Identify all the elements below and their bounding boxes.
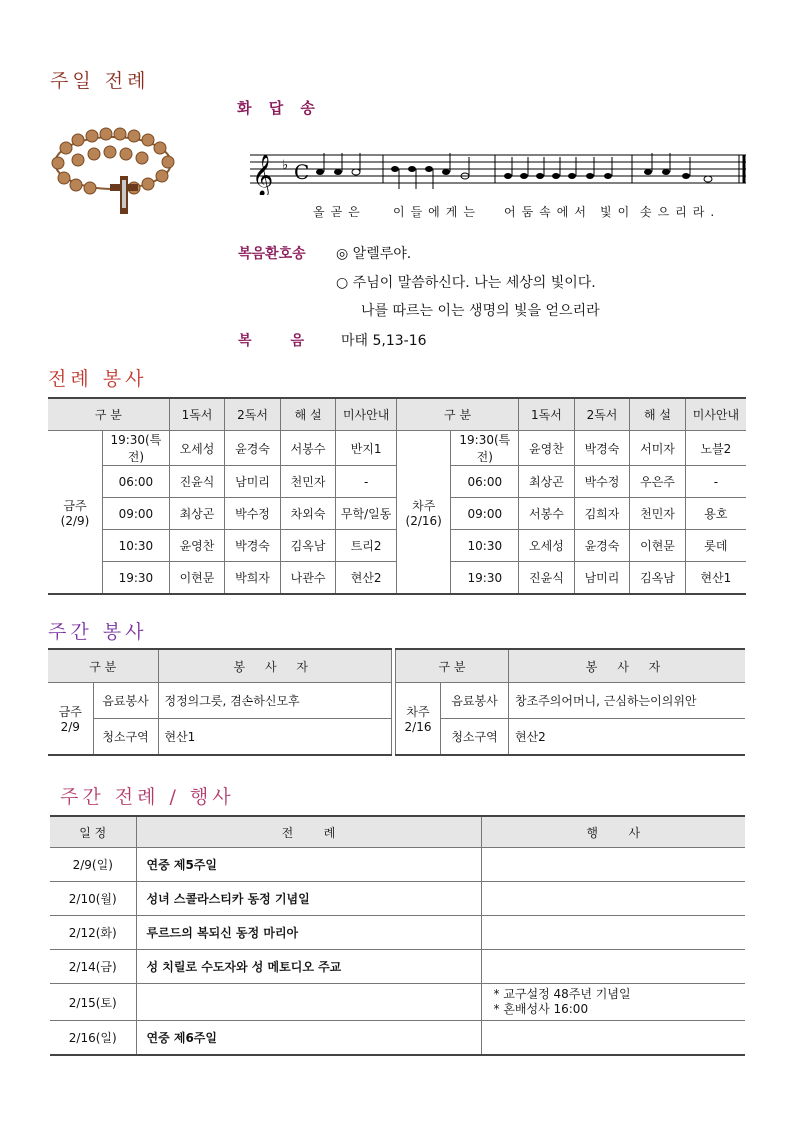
event-activity — [481, 950, 745, 984]
table-cell: 윤영찬 — [169, 530, 225, 562]
time-cell: 06:00 — [451, 466, 519, 498]
section-title-weekly-events: 주간 전례 / 행사 — [60, 786, 235, 808]
table-cell: 롯데 — [685, 530, 746, 562]
time-cell: 19:30(특전) — [103, 431, 170, 466]
event-date: 2/16(일) — [50, 1021, 136, 1056]
event-liturgy: 연중 제6주일 — [136, 1021, 481, 1056]
weekly-service-table-next — [395, 648, 745, 756]
psalm-label: 화 답 송 — [237, 99, 321, 117]
table-row — [50, 882, 745, 916]
event-line: * 혼배성사 16:00 — [493, 1002, 589, 1016]
table-cell: 차외숙 — [280, 498, 336, 530]
table-cell: 서미자 — [630, 431, 686, 466]
weekly-events-table — [50, 815, 745, 1056]
table-cell: 윤경숙 — [225, 431, 281, 466]
event-liturgy: 성녀 스콜라스티카 동정 기념일 — [136, 882, 481, 916]
gospel-label: 복 음 — [238, 333, 305, 349]
table-row — [50, 950, 745, 984]
header-cell: 해 설 — [630, 398, 686, 431]
week-cell-this — [48, 431, 103, 595]
table-row — [396, 719, 746, 756]
header-cell: 2독서 — [225, 398, 281, 431]
lyric-word: 빛이 — [600, 205, 636, 219]
time-cell: 19:30 — [103, 562, 170, 595]
table-cell: 오세성 — [169, 431, 225, 466]
time-cell: 19:30 — [451, 562, 519, 595]
service-volunteer: 정정의그릇, 겸손하신모후 — [158, 683, 392, 719]
service-volunteer: 현산1 — [158, 719, 392, 756]
acclamation-line-2: ○ 주님이 말씀하신다. 나는 세상의 빛이다. — [336, 275, 596, 291]
header-cell: 구 분 — [396, 398, 518, 431]
table-header-row — [396, 649, 746, 683]
week-label: 차주 — [412, 498, 436, 513]
svg-text:♭: ♭ — [282, 158, 289, 173]
gospel-acclamation-label: 복음환호송 — [238, 246, 306, 262]
table-row — [50, 916, 745, 950]
table-cell: 진윤식 — [519, 562, 575, 595]
section-title-sunday-liturgy: 주일 전례 — [50, 70, 150, 92]
table-cell: 박희자 — [225, 562, 281, 595]
table-cell: 오세성 — [519, 530, 575, 562]
table-cell: 박수정 — [574, 466, 630, 498]
header-cell: 봉 사 자 — [509, 649, 746, 683]
time-cell: 10:30 — [451, 530, 519, 562]
event-liturgy: 성 치릴로 수도자와 성 메토디오 주교 — [136, 950, 481, 984]
table-header-row — [48, 649, 392, 683]
week-date: 2/9 — [60, 720, 80, 734]
week-label: 차주 — [406, 705, 430, 719]
header-cell: 전 례 — [136, 816, 481, 848]
event-date: 2/10(월) — [50, 882, 136, 916]
header-cell: 일 정 — [50, 816, 136, 848]
table-row — [50, 1021, 745, 1056]
event-liturgy — [136, 984, 481, 1021]
time-cell: 09:00 — [451, 498, 519, 530]
header-cell: 1독서 — [519, 398, 575, 431]
event-activity — [481, 882, 745, 916]
header-cell: 1독서 — [169, 398, 225, 431]
event-line: * 교구설정 48주년 기념일 — [493, 987, 631, 1001]
week-cell-next — [396, 431, 451, 595]
svg-text:C: C — [294, 160, 310, 184]
table-cell: 무학/일동 — [336, 498, 397, 530]
section-title-weekly-service: 주간 봉사 — [48, 621, 148, 643]
week-date: (2/16) — [405, 513, 442, 528]
table-cell: 남미리 — [225, 466, 281, 498]
service-volunteer: 현산2 — [509, 719, 746, 756]
event-date: 2/9(일) — [50, 848, 136, 882]
table-cell: 이현문 — [630, 530, 686, 562]
table-cell: 박경숙 — [225, 530, 281, 562]
event-date: 2/12(화) — [50, 916, 136, 950]
header-cell: 2독서 — [574, 398, 630, 431]
lyric-word: 어둠속에서 — [504, 205, 592, 219]
week-date: 2/16 — [404, 720, 432, 734]
service-type: 청소구역 — [441, 719, 509, 756]
table-cell: 천민자 — [280, 466, 336, 498]
event-activity — [481, 984, 745, 1021]
service-volunteer: 창조주의어머니, 근심하는이의위안 — [509, 683, 746, 719]
gospel-reference: 마태 5,13-16 — [341, 333, 427, 349]
week-cell — [396, 683, 441, 756]
table-cell: 윤경숙 — [574, 530, 630, 562]
rosary-image — [48, 118, 178, 218]
header-cell: 해 설 — [280, 398, 336, 431]
table-row — [396, 683, 746, 719]
lyric-word: 올곧은 — [313, 205, 366, 219]
service-type: 음료봉사 — [93, 683, 158, 719]
table-cell: 최상곤 — [169, 498, 225, 530]
event-liturgy: 연중 제5주일 — [136, 848, 481, 882]
table-cell: 나관수 — [280, 562, 336, 595]
event-activity — [481, 848, 745, 882]
time-cell: 19:30(특전) — [451, 431, 519, 466]
week-label: 금주 — [58, 705, 82, 719]
table-row — [48, 683, 392, 719]
table-cell: 박경숙 — [574, 431, 630, 466]
header-cell: 봉 사 자 — [158, 649, 392, 683]
table-cell: 용호 — [685, 498, 746, 530]
acclamation-line-1: ◎ 알렐루야. — [336, 246, 412, 262]
svg-text:𝄞: 𝄞 — [252, 155, 274, 195]
time-cell: 10:30 — [103, 530, 170, 562]
liturgy-service-table — [48, 397, 746, 595]
section-title-liturgy-service: 전례 봉사 — [48, 368, 148, 390]
table-cell: 박수정 — [225, 498, 281, 530]
week-date: (2/9) — [60, 513, 90, 528]
table-cell: 현산2 — [336, 562, 397, 595]
lyric-word: 이들에게는 — [393, 205, 481, 219]
table-cell: 김옥남 — [630, 562, 686, 595]
table-row — [50, 848, 745, 882]
table-cell: 진윤식 — [169, 466, 225, 498]
music-staff — [250, 145, 750, 195]
table-row — [48, 431, 746, 466]
table-cell: 반지1 — [336, 431, 397, 466]
lyric-word: 솟으리라. — [640, 205, 721, 219]
table-cell: 김희자 — [574, 498, 630, 530]
table-cell: 서봉수 — [280, 431, 336, 466]
table-cell: - — [685, 466, 746, 498]
table-cell: - — [336, 466, 397, 498]
header-cell: 구 분 — [396, 649, 509, 683]
time-cell: 09:00 — [103, 498, 170, 530]
table-row — [48, 719, 392, 756]
header-cell: 구 분 — [48, 398, 169, 431]
table-cell: 최상곤 — [519, 466, 575, 498]
week-cell — [48, 683, 93, 756]
table-cell: 김옥남 — [280, 530, 336, 562]
table-row — [50, 984, 745, 1021]
table-cell: 이현문 — [169, 562, 225, 595]
event-activity — [481, 916, 745, 950]
header-cell: 행 사 — [481, 816, 745, 848]
event-liturgy: 루르드의 복되신 동정 마리아 — [136, 916, 481, 950]
header-cell: 미사안내 — [336, 398, 397, 431]
acclamation-line-3: 나를 따르는 이는 생명의 빛을 얻으리라 — [361, 303, 600, 319]
table-cell: 우은주 — [630, 466, 686, 498]
table-cell: 트리2 — [336, 530, 397, 562]
header-cell: 미사안내 — [685, 398, 746, 431]
header-cell: 구 분 — [48, 649, 158, 683]
service-type: 청소구역 — [93, 719, 158, 756]
table-cell: 노블2 — [685, 431, 746, 466]
time-cell: 06:00 — [103, 466, 170, 498]
service-type: 음료봉사 — [441, 683, 509, 719]
table-cell: 서봉수 — [519, 498, 575, 530]
event-date: 2/15(토) — [50, 984, 136, 1021]
table-header-row — [48, 398, 746, 431]
event-date: 2/14(금) — [50, 950, 136, 984]
event-activity — [481, 1021, 745, 1056]
table-cell: 남미리 — [574, 562, 630, 595]
table-cell: 윤영찬 — [519, 431, 575, 466]
table-cell: 천민자 — [630, 498, 686, 530]
weekly-service-table-this — [48, 648, 392, 756]
table-header-row — [50, 816, 745, 848]
table-cell: 현산1 — [685, 562, 746, 595]
week-label: 금주 — [63, 498, 87, 513]
